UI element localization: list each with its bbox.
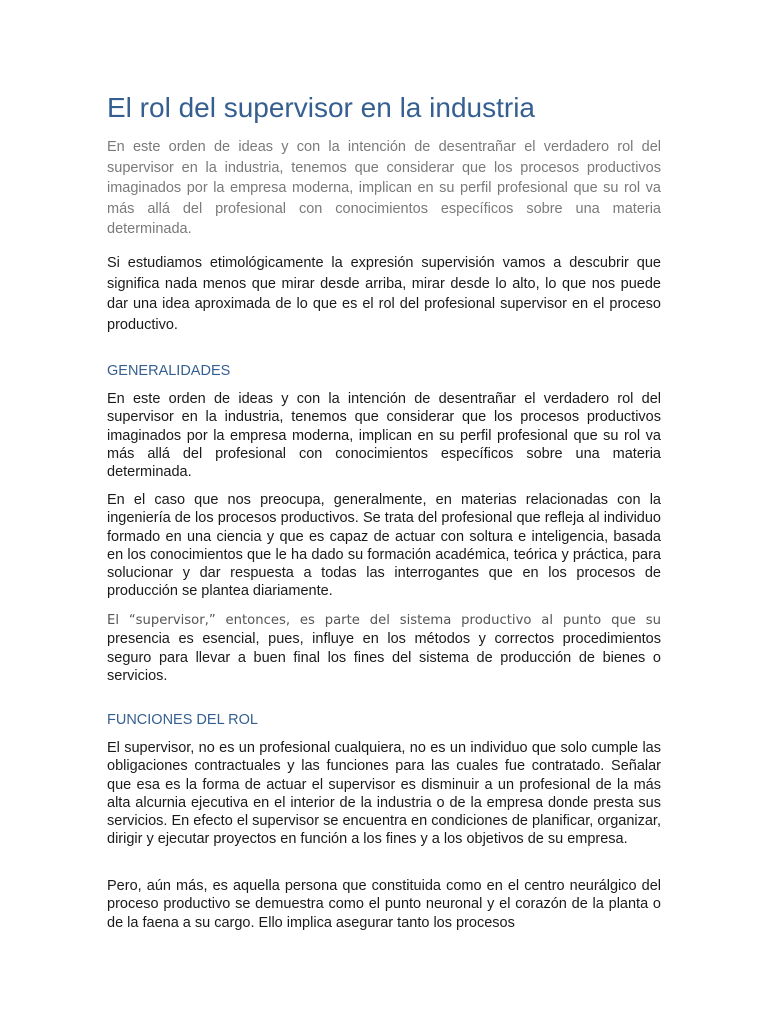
paragraph-body: presencia es esencial, pues, influye en los métodos y correctos procedimientos seguro para llevar a buen final los fines del sistema de producción de bienes o servicios. — [107, 631, 661, 684]
funciones-paragraph-2: Pero, aún más, es aquella persona que constituida como en el centro neurálgico del proceso productivo se demuestra como el punto neuronal y el corazón de la planta o de la faena a su cargo. Ello implica asegurar tanto los procesos — [107, 878, 661, 931]
section-heading-generalidades: GENERALIDADES — [107, 363, 231, 379]
lead-paragraph: En este orden de ideas y con la intención de desentrañar el verdadero rol del supervisor en la industria, tenemos que considerar que los procesos productivos imaginados por la empresa moderna, implican en su perfil profesional que su rol va más allá del profesional con conocimientos específicos sobre una materia determinada. — [107, 139, 661, 238]
paragraph-lead-line: El “supervisor,” entonces, es parte del sistema productivo al punto que su — [107, 613, 661, 628]
section-heading-funciones: FUNCIONES DEL ROL — [107, 712, 258, 728]
generalidades-paragraph-1: En este orden de ideas y con la intención de desentrañar el verdadero rol del supervisor en la industria, tenemos que considerar que los procesos productivos imaginados por la empresa moderna, implican en su perfil profesional que su rol va más allá del profesional con conocimientos específicos sobre una materia determinada. — [107, 391, 661, 481]
funciones-paragraph-1: El supervisor, no es un profesional cualquiera, no es un individuo que solo cumple las obligaciones contractuales y las funciones para las cuales fue contratado. Señalar que esa es la forma de actuar el supervisor es disminuir a un profesional de la más alta alcurnia ejecutiva en el interior de la industria o de la empresa donde presta sus servicios. En efecto el supervisor se encuentra en condiciones de planificar, organizar, dirigir y ejecutar proyectos en función a los fines y a los objetivos de su empresa. — [107, 740, 661, 848]
generalidades-paragraph-2: En el caso que nos preocupa, generalmente, en materias relacionadas con la ingeniería de los procesos productivos. Se trata del profesional que refleja al individuo formado en una ciencia y que es capaz de actuar con soltura e inteligencia, basada en los conocimientos que le ha dado su formación académica, teórica y práctica, para solucionar y dar respuesta a todas las interrogantes que en los procesos de producción se plantea diariamente. — [107, 492, 661, 600]
generalidades-paragraph-3 — [107, 611, 661, 685]
document-title: El rol del supervisor en la industria — [107, 92, 535, 123]
etymology-paragraph: Si estudiamos etimológicamente la expresión supervisión vamos a descubrir que significa nada menos que mirar desde arriba, mirar desde lo alto, lo que nos puede dar una idea aproximada de lo que es el rol del profesional supervisor en el proceso productivo. — [107, 255, 661, 333]
